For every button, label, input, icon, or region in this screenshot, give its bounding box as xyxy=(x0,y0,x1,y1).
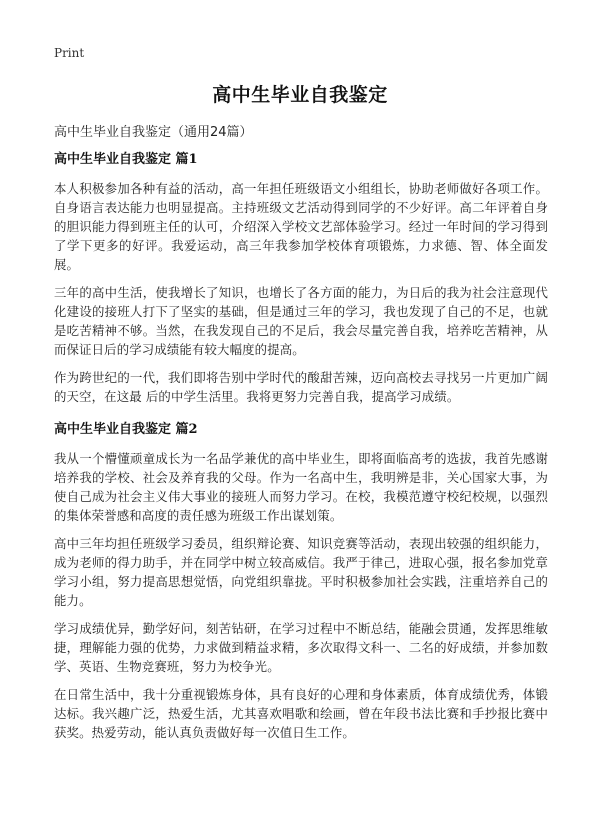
paragraph: 三年的高中生活，使我增长了知识，也增长了各方面的能力，为日后的我为社会注意现代化建设的接班人打下了坚实的基础，但是通过三年的学习，我也发现了自己的不足，也就是吃苦精神不够。当然，在我发现自己的不足后，我会尽量完善自我，培养吃苦精神，从而保证日后的学习成绩能有较大幅度的提高。 xyxy=(54,285,548,357)
document-body xyxy=(54,150,548,742)
print-link[interactable]: Print xyxy=(54,46,85,60)
section-heading-text: 高中生毕业自我鉴定 篇 xyxy=(54,152,189,167)
section-heading-2 xyxy=(54,420,548,440)
document-subtitle: 高中生毕业自我鉴定（通用24篇） xyxy=(54,125,253,140)
paragraph: 作为跨世纪的一代，我们即将告别中学时代的酸甜苦辣，迈向高校去寻找另一片更加广阔的天空，在这最 后的中学生活里。我将更努力完善自我，提高学习成绩。 xyxy=(54,370,548,404)
paragraph: 高中三年均担任班级学习委员，组织辩论赛、知识竞赛等活动，表现出较强的组织能力，成为老师的得力助手，并在同学中树立较高威信。我严于律己，进取心强，报名参加党章学习小组，努力提高思想觉悟，向党组织靠拢。平时积极参加社会实践，注重培养自己的能力。 xyxy=(54,536,548,608)
paragraph: 本人积极参加各种有益的活动，高一年担任班级语文小组组长，协助老师做好各项工作。自身语言表达能力也明显提高。主持班级文艺活动得到同学的不少好评。高二年评着自身的胆识能力得到班主任的认可，介绍深入学校文艺部体验学习。经过一年时间的学习得到了学下更多的好评。我爱运动，高三年我参加学校体育项锻炼，力求德、智、体全面发展。 xyxy=(54,181,548,272)
section-heading-text: 高中生毕业自我鉴定 篇 xyxy=(54,422,189,437)
page-title: 高中生毕业自我鉴定 xyxy=(212,84,388,106)
section-heading-number: 2 xyxy=(188,422,198,437)
paragraph: 学习成绩优异，勤学好问，刻苦钻研，在学习过程中不断总结，能融会贯通，发挥思维敏捷，理解能力强的优势，力求做到精益求精，多次取得文科一、二名的好成绩，并参加数学、英语、生物竞赛班，努力为校争光。 xyxy=(54,621,548,674)
paragraph: 我从一个懵懂顽童成长为一名品学兼优的高中毕业生，即将面临高考的选拔，我首先感谢培养我的学校、社会及养育我的父母。作为一名高中生，我明辨是非，关心国家大事，为使自己成为社会主义伟大事业的接班人而努力学习。在校，我模范遵守校纪校规，以强烈的集体荣誉感和高度的责任感为班级工作出谋划策。 xyxy=(54,451,548,523)
paragraph: 在日常生活中，我十分重视锻炼身体，具有良好的心理和身体素质，体育成绩优秀，体锻达标。我兴趣广泛，热爱生活，尤其喜欢唱歌和绘画，曾在年段书法比赛和手抄报比赛中获奖。热爱劳动，能认真负责做好每一次值日生工作。 xyxy=(54,687,548,740)
section-heading-1 xyxy=(54,150,548,170)
section-heading-number: 1 xyxy=(188,152,198,167)
